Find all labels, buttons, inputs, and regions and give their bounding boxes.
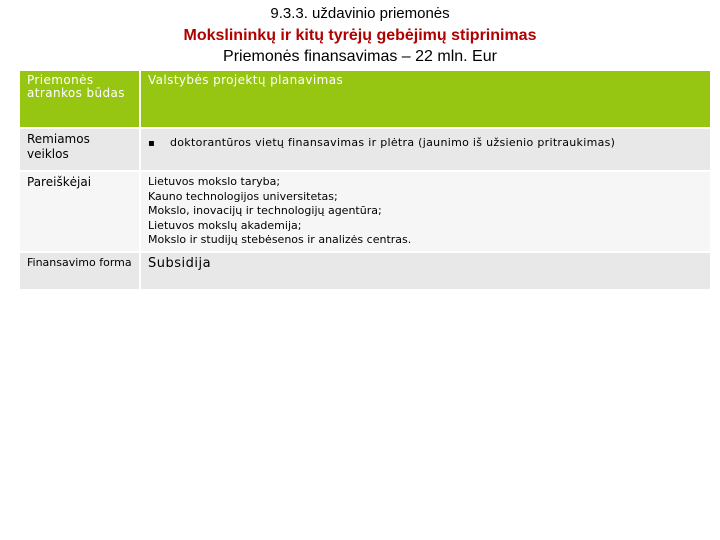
selection-method-value: Valstybės projektų planavimas (140, 71, 710, 128)
table-row (20, 71, 710, 128)
applicants-label: Pareiškėjai (20, 171, 140, 252)
selection-method-label: Priemonės atrankos būdas (20, 71, 140, 128)
funding-form-value: Subsidija (140, 252, 710, 290)
measure-info-table (20, 71, 710, 291)
bullet-icon: ▪ (148, 138, 156, 149)
table-row (20, 171, 710, 252)
table-row (20, 252, 710, 290)
supported-activities-label: Remiamos veiklos (20, 128, 140, 171)
applicants-list (140, 171, 710, 252)
measure-subtitle: 9.3.3. uždavinio priemonės (270, 5, 450, 22)
measure-title: Mokslininkų ir kitų tyrėjų gebėjimų stiprinimas (183, 27, 537, 44)
applicant-item: Mokslo ir studijų stebėsenos ir analizės centras. (148, 233, 412, 246)
applicant-item: Lietuvos mokslų akademija; (148, 218, 302, 232)
table-row (20, 128, 710, 171)
funding-form-label: Finansavimo forma (20, 252, 140, 290)
applicant-item: Mokslo, inovacijų ir technologijų agentūra; (148, 204, 382, 217)
applicant-item: Lietuvos mokslo taryba; (148, 175, 281, 188)
funding-line: Priemonės finansavimas – 22 mln. Eur (223, 48, 497, 65)
supported-activities-value (140, 128, 710, 171)
activity-text: doktorantūros vietų finansavimas ir plėtra (jaunimo iš užsienio pritraukimas) (170, 136, 616, 149)
applicant-item: Kauno technologijos universitetas; (148, 189, 338, 203)
